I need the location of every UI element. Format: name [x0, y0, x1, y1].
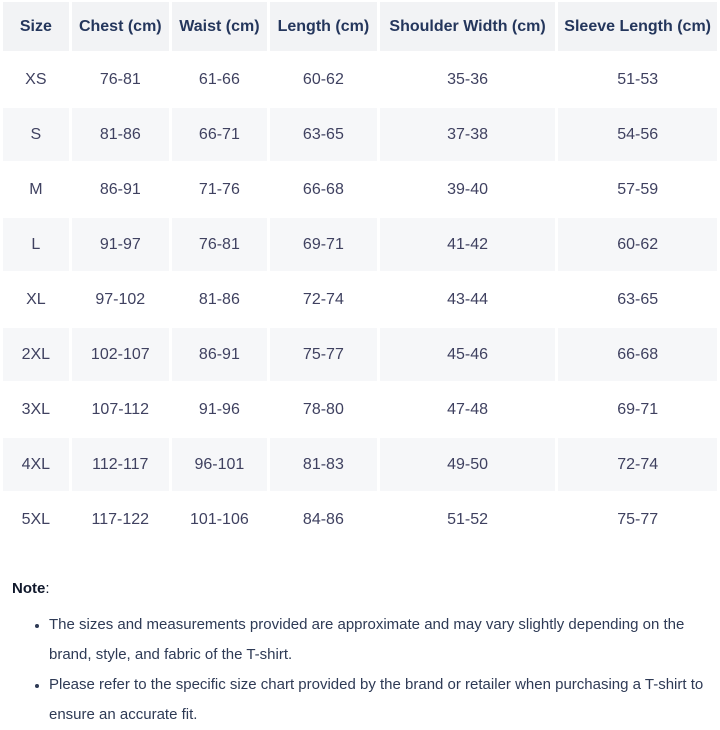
- measurement-cell: 117-122: [72, 493, 169, 546]
- measurement-cell: 81-83: [270, 438, 377, 491]
- measurement-cell: 81-86: [172, 273, 267, 326]
- table-row: [3, 383, 717, 436]
- note-heading: [12, 579, 706, 599]
- measurement-cell: 45-46: [380, 328, 555, 381]
- size-label-cell: 3XL: [3, 383, 69, 436]
- note-item: • The sizes and measurements provided are approximate and may vary slightly depending on the brand, style, and fabric of the T-shirt.: [49, 610, 706, 670]
- table-row: [3, 108, 717, 161]
- table-row: [3, 438, 717, 491]
- measurement-cell: 107-112: [72, 383, 169, 436]
- measurement-cell: 75-77: [558, 493, 717, 546]
- size-label-cell: 5XL: [3, 493, 69, 546]
- measurement-cell: 97-102: [72, 273, 169, 326]
- table-row: [3, 218, 717, 271]
- table-row: [3, 273, 717, 326]
- measurement-cell: 71-76: [172, 163, 267, 216]
- measurement-cell: 57-59: [558, 163, 717, 216]
- measurement-cell: 101-106: [172, 493, 267, 546]
- measurement-cell: 39-40: [380, 163, 555, 216]
- measurement-cell: 78-80: [270, 383, 377, 436]
- measurement-cell: 51-53: [558, 53, 717, 106]
- measurement-cell: 112-117: [72, 438, 169, 491]
- note-colon: :: [45, 580, 50, 597]
- measurement-cell: 66-68: [270, 163, 377, 216]
- table-body: [3, 53, 717, 546]
- measurement-cell: 76-81: [72, 53, 169, 106]
- measurement-cell: 47-48: [380, 383, 555, 436]
- measurement-cell: 69-71: [558, 383, 717, 436]
- size-label-cell: 4XL: [3, 438, 69, 491]
- column-header: Chest (cm): [72, 2, 169, 51]
- measurement-cell: 72-74: [558, 438, 717, 491]
- size-label-cell: XL: [3, 273, 69, 326]
- size-label-cell: XS: [3, 53, 69, 106]
- column-header: Shoulder Width (cm): [380, 2, 555, 51]
- column-header: Size: [3, 2, 69, 51]
- measurement-cell: 66-71: [172, 108, 267, 161]
- table-row: [3, 493, 717, 546]
- header-row: [3, 2, 717, 51]
- measurement-cell: 86-91: [72, 163, 169, 216]
- note-item: • Please refer to the specific size chart provided by the brand or retailer when purchasing a T-shirt to ensure an accurate fit.: [49, 670, 706, 730]
- measurement-cell: 81-86: [72, 108, 169, 161]
- note-title: Note: [12, 580, 46, 597]
- measurement-cell: 72-74: [270, 273, 377, 326]
- measurement-cell: 49-50: [380, 438, 555, 491]
- column-header: Length (cm): [270, 2, 377, 51]
- measurement-cell: 66-68: [558, 328, 717, 381]
- table-row: [3, 163, 717, 216]
- size-label-cell: 2XL: [3, 328, 69, 381]
- measurement-cell: 61-66: [172, 53, 267, 106]
- measurement-cell: 91-96: [172, 383, 267, 436]
- size-label-cell: S: [3, 108, 69, 161]
- measurement-cell: 63-65: [270, 108, 377, 161]
- measurement-cell: 76-81: [172, 218, 267, 271]
- table-row: [3, 328, 717, 381]
- measurement-cell: 60-62: [558, 218, 717, 271]
- measurement-cell: 96-101: [172, 438, 267, 491]
- note-section: [0, 579, 720, 730]
- column-header: Sleeve Length (cm): [558, 2, 717, 51]
- measurement-cell: 91-97: [72, 218, 169, 271]
- measurement-cell: 54-56: [558, 108, 717, 161]
- size-label-cell: M: [3, 163, 69, 216]
- measurement-cell: 75-77: [270, 328, 377, 381]
- measurement-cell: 102-107: [72, 328, 169, 381]
- measurement-cell: 51-52: [380, 493, 555, 546]
- size-label-cell: L: [3, 218, 69, 271]
- measurement-cell: 63-65: [558, 273, 717, 326]
- note-list: [12, 610, 706, 730]
- measurement-cell: 37-38: [380, 108, 555, 161]
- measurement-cell: 41-42: [380, 218, 555, 271]
- table-row: [3, 53, 717, 106]
- measurement-cell: 60-62: [270, 53, 377, 106]
- measurement-cell: 35-36: [380, 53, 555, 106]
- measurement-cell: 84-86: [270, 493, 377, 546]
- measurement-cell: 86-91: [172, 328, 267, 381]
- measurement-cell: 43-44: [380, 273, 555, 326]
- column-header: Waist (cm): [172, 2, 267, 51]
- measurement-cell: 69-71: [270, 218, 377, 271]
